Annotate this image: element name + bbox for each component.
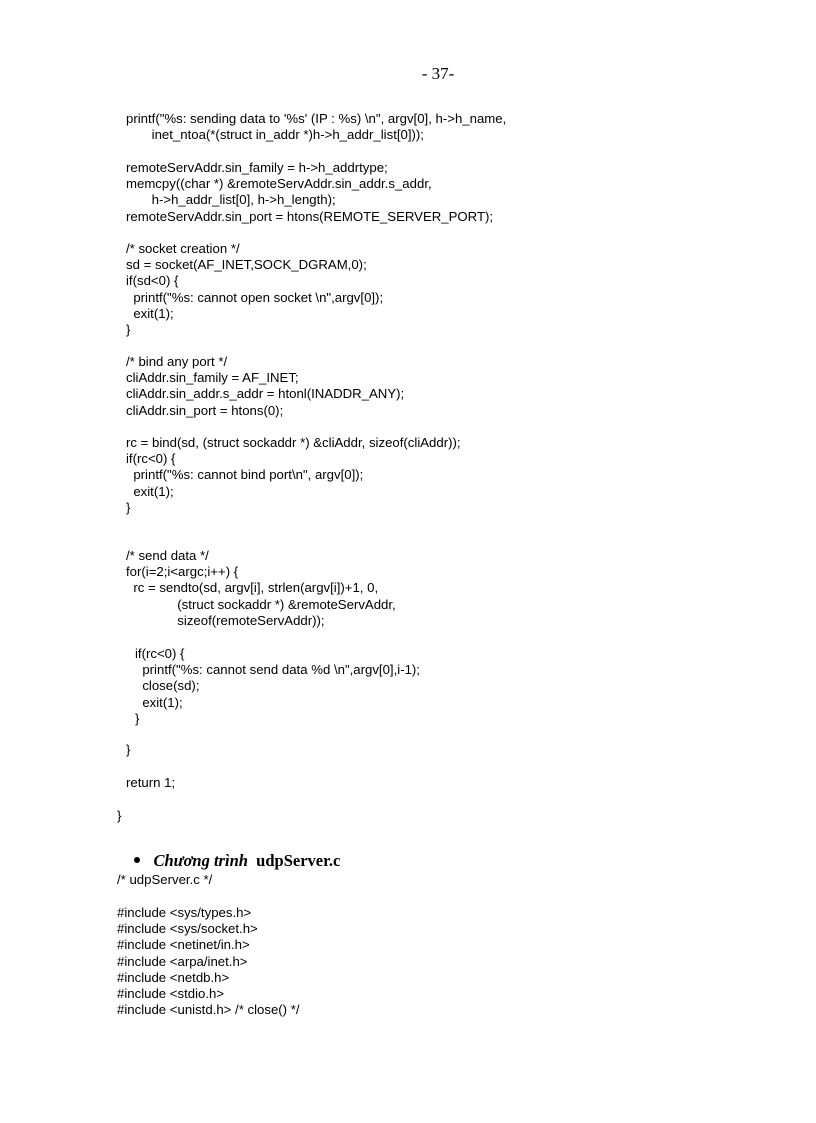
code-block-send-error: if(rc<0) { printf("%s: cannot send data %d \n",argv[0],i-1); close(sd); exit(1); } bbox=[135, 646, 420, 726]
code-block-bind-port: /* bind any port */ cliAddr.sin_family = AF_INET; cliAddr.sin_addr.s_addr = htonl(INADDR_ANY); cliAddr.sin_port = htons(0); bbox=[126, 354, 405, 418]
code-block-loop-close: } bbox=[126, 742, 131, 757]
section-heading-filename: udpServer.c bbox=[256, 851, 341, 870]
code-block-remote-addr: remoteServAddr.sin_family = h->h_addrtype; memcpy((char *) &remoteServAddr.sin_addr.s_addr, h->h_addr_list[0], h->h_length); remoteServAddr.sin_port = htons(REMOTE_SERVER_PORT); bbox=[126, 160, 494, 224]
code-block-bind-call: rc = bind(sd, (struct sockaddr *) &cliAddr, sizeof(cliAddr)); if(rc<0) { printf("%s: cannot bind port\n", argv[0]); exit(1); } bbox=[126, 435, 461, 515]
code-block-return: return 1; bbox=[126, 775, 176, 790]
code-block-socket-creation: /* socket creation */ sd = socket(AF_INET,SOCK_DGRAM,0); if(sd<0) { printf("%s: cannot open socket \n",argv[0]); exit(1); } bbox=[126, 241, 384, 338]
code-block-printf-sending: printf("%s: sending data to '%s' (IP : %s) \n", argv[0], h->h_name, inet_ntoa(*(struct in_addr *)h->h_addr_list[0])); bbox=[126, 111, 507, 143]
code-block-main-close: } bbox=[117, 808, 122, 823]
code-block-file-comment: /* udpServer.c */ bbox=[117, 872, 213, 887]
section-heading-italic: Chương trình bbox=[153, 851, 248, 870]
code-block-includes: #include <sys/types.h> #include <sys/socket.h> #include <netinet/in.h> #include <arpa/inet.h> #include <netdb.h> #include <stdio.h> #include <unistd.h> /* close() */ bbox=[117, 905, 300, 1018]
page-number: - 37- bbox=[421, 64, 455, 83]
bullet-icon bbox=[134, 857, 140, 863]
code-block-send-data: /* send data */ for(i=2;i<argc;i++) { rc = sendto(sd, argv[i], strlen(argv[i])+1, 0, (struct sockaddr *) &remoteServAddr, sizeof(remoteServAddr)); bbox=[126, 548, 396, 628]
